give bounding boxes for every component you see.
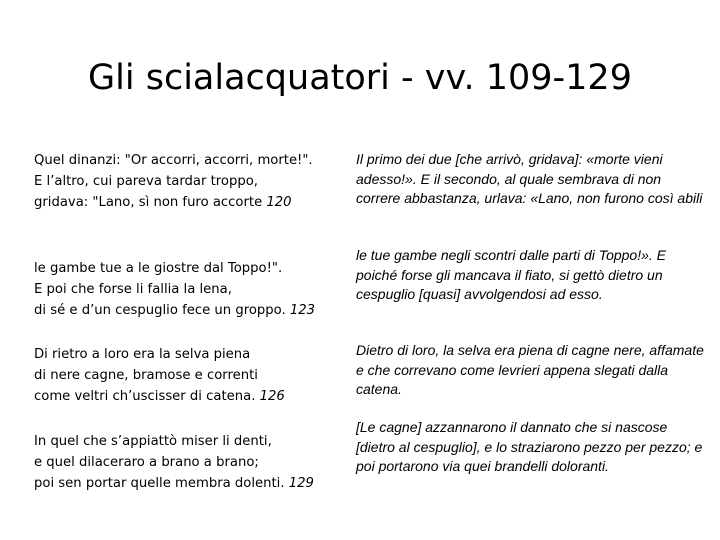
stanza-3-translation: Dietro di loro, la selva era piena di cagne nere, affamate e che correvano come levrieri appena slegati dalla catena. <box>356 342 704 397</box>
verse-line: le gambe tue a le giostre dal Toppo!". <box>34 261 283 276</box>
verse-line: Quel dinanzi: "Or accorri, accorri, morte!". <box>34 153 313 168</box>
verse-number: 120 <box>266 195 292 210</box>
stanza-2-original <box>34 258 315 321</box>
stanza-1-translation: Il primo dei due [che arrivò, gridava]: «morte vieni adesso!». E il secondo, al quale sembrava di non correre abbastanza, urlava: «Lano, non furono così abili <box>356 151 703 206</box>
verse-line: E l’altro, cui pareva tardar troppo, <box>34 174 258 189</box>
verse-line: come veltri ch’uscisser di catena. <box>34 389 256 404</box>
verse-line: e quel dilaceraro a brano a brano; <box>34 455 259 470</box>
verse-line: poi sen portar quelle membra dolenti. <box>34 476 285 491</box>
verse-line: di nere cagne, bramose e correnti <box>34 368 258 383</box>
stanza-3-original <box>34 344 285 407</box>
verse-line: E poi che forse li fallia la lena, <box>34 282 232 297</box>
verse-number: 123 <box>289 303 316 318</box>
verse-line: Di rietro a loro era la selva piena <box>34 347 251 362</box>
slide-title: Gli scialacquatori - vv. 109-129 <box>88 58 632 98</box>
verse-line: di sé e d’un cespuglio fece un groppo. <box>34 303 286 318</box>
verse-line: In quel che s’appiattò miser li denti, <box>34 434 272 449</box>
verse-line: gridava: "Lano, sì non furo accorte <box>34 195 263 210</box>
stanza-1-original <box>34 150 313 213</box>
stanza-2-translation: le tue gambe negli scontri dalle parti di Toppo!». E poiché forse gli mancava il fiato, si gettò dietro un cespuglio [quasi] avvolgendosi ad esso. <box>356 247 667 302</box>
stanza-4-original <box>34 431 314 494</box>
verse-number: 126 <box>259 389 285 404</box>
verse-number: 129 <box>288 476 314 491</box>
stanza-4-translation: [Le cagne] azzannarono il dannato che si nascose [dietro al cespuglio], e lo straziarono pezzo per pezzo; e poi portarono via quei brandelli doloranti. <box>356 419 703 474</box>
